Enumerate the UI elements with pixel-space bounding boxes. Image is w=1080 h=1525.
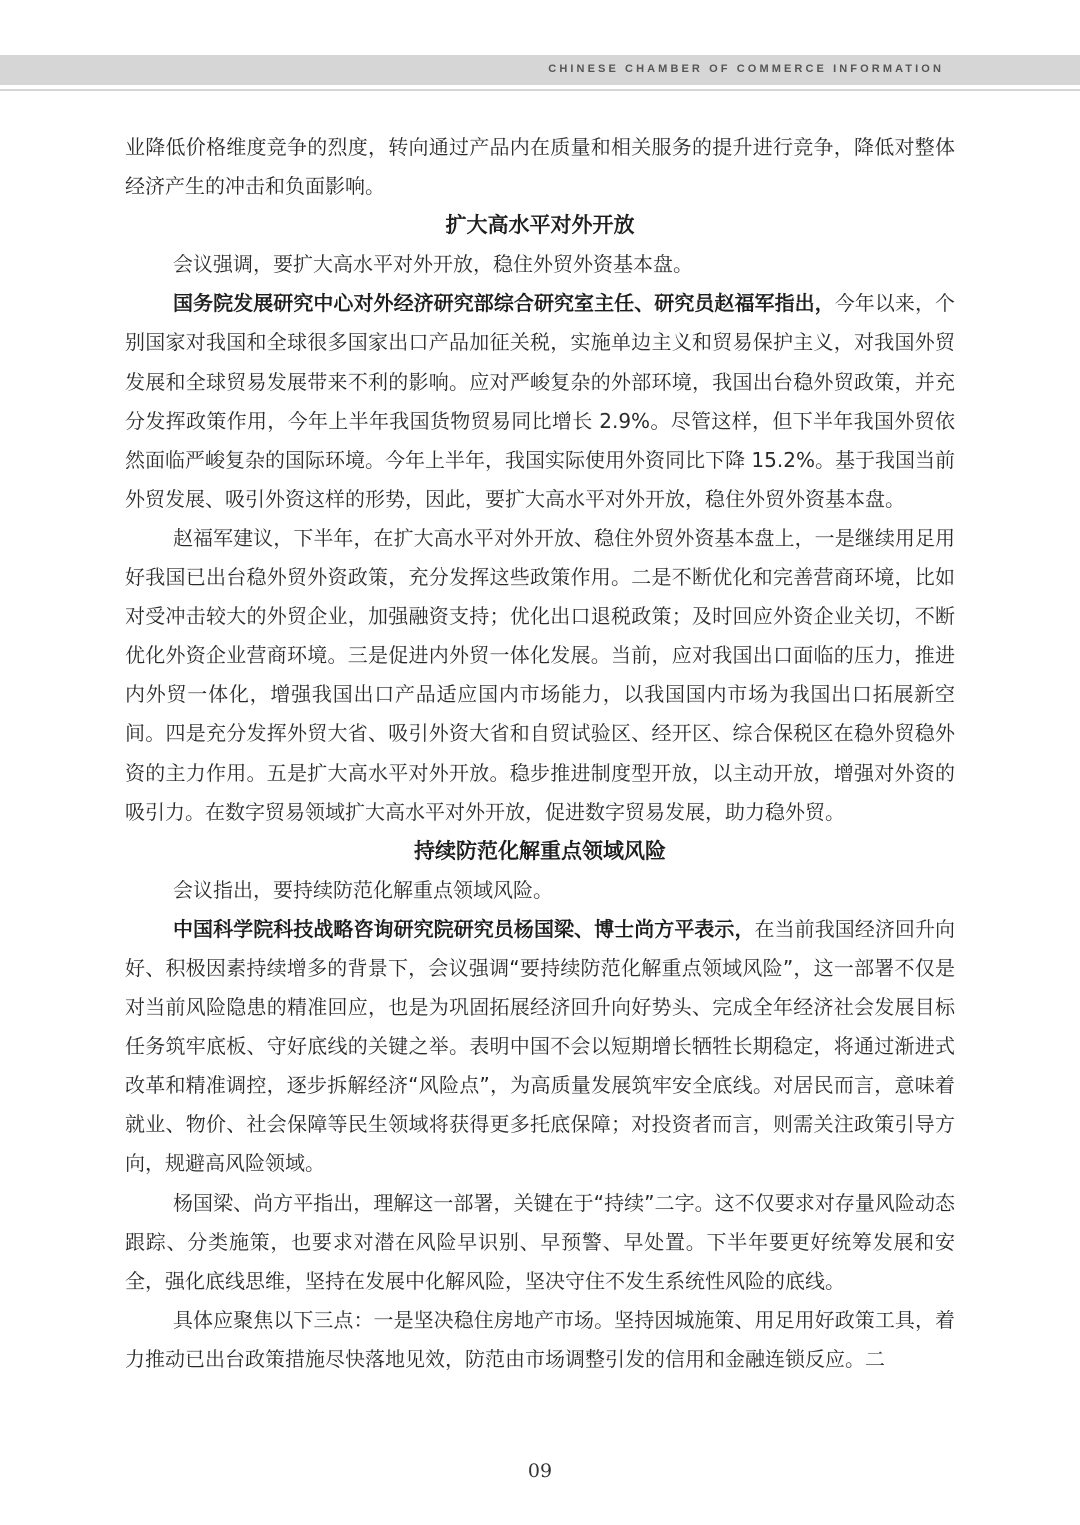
speaker-lead: 国务院发展研究中心对外经济研究部综合研究室主任、研究员赵福军指出， (173, 291, 835, 316)
section-heading-opening-up: 扩大高水平对外开放 (445, 213, 635, 238)
speaker-lead: 中国科学院科技战略咨询研究院研究员杨国梁、博士尚方平表示， (173, 916, 755, 941)
paragraph: 会议指出，要持续防范化解重点领域风险。 (173, 877, 553, 902)
paragraph: 赵福军建议，下半年，在扩大高水平对外开放、稳住外贸外资基本盘上，一是继续用足用好我国已出台稳外贸外资政策，充分发挥这些政策作用。二是不断优化和完善营商环境，比如对受冲击较大的外贸企业，加强融资支持；优化出口退税政策；及时回应外资企业关切，不断优化外资企业营商环境。三是促进内外贸一体化发展。当前，应对我国出口面临的压力，推进内外贸一体化，增强我国出口产品适应国内市场能力，以我国国内市场为我国出口拓展新空间。四是充分发挥外贸大省、吸引外资大省和自贸试验区、经开区、综合保税区在稳外贸稳外资的主力作用。五是扩大高水平对外开放。稳步推进制度型开放，以主动开放，增强对外资的吸引力。在数字贸易领域扩大高水平对外开放，促进数字贸易发展，助力稳外贸。 (125, 525, 955, 824)
page-number: 09 (527, 1460, 553, 1482)
paragraph: 会议强调，要扩大高水平对外开放，稳住外贸外资基本盘。 (173, 252, 693, 277)
paragraph-continued: 业降低价格维度竞争的烈度，转向通过产品内在质量和相关服务的提升进行竞争，降低对整体经济产生的冲击和负面影响。 (125, 135, 955, 199)
section-heading-risk-prevention: 持续防范化解重点领域风险 (414, 838, 666, 863)
paragraph-zhao-fujun (125, 284, 955, 519)
article-body (125, 128, 955, 1379)
publication-name: CHINESE CHAMBER OF COMMERCE INFORMATION (548, 63, 944, 75)
paragraph: 杨国梁、尚方平指出，理解这一部署，关键在于“持续”二字。这不仅要求对存量风险动态跟踪、分类施策，也要求对潜在风险早识别、早预警、早处置。下半年要更好统筹发展和安全，强化底线思维，坚持在发展中化解风险，坚决守住不发生系统性风险的底线。 (125, 1190, 955, 1293)
paragraph-yang-shang (125, 910, 955, 1184)
paragraph: 具体应聚焦以下三点：一是坚决稳住房地产市场。坚持因城施策、用足用好政策工具，着力推动已出台政策措施尽快落地见效，防范由市场调整引发的信用和金融连锁反应。二 (125, 1307, 955, 1371)
paragraph-text: 今年以来，个别国家对我国和全球很多国家出口产品加征关税，实施单边主义和贸易保护主义，对我国外贸发展和全球贸易发展带来不利的影响。应对严峻复杂的外部环境，我国出台稳外贸政策，并充分发挥政策作用，今年上半年我国货物贸易同比增长 2.9%。尽管这样，但下半年我国外贸依然面临严峻复杂的国际环境。今年上半年，我国实际使用外资同比下降 15.2%。基于我国当前外贸发展、吸引外资这样的形势，因此，要扩大高水平对外开放，稳住外贸外资基本盘。 (125, 291, 956, 511)
header-divider (0, 89, 1080, 91)
paragraph-text: 在当前我国经济回升向好、积极因素持续增多的背景下，会议强调“要持续防范化解重点领域风险”，这一部署不仅是对当前风险隐患的精准回应，也是为巩固拓展经济回升向好势头、完成全年经济社会发展目标任务筑牢底板、守好底线的关键之举。表明中国不会以短期增长牺牲长期稳定，将通过渐进式改革和精准调控，逐步拆解经济“风险点”，为高质量发展筑牢安全底线。对居民而言，意味着就业、物价、社会保障等民生领域将获得更多托底保障；对投资者而言，则需关注政策引导方向，规避高风险领域。 (125, 916, 956, 1176)
